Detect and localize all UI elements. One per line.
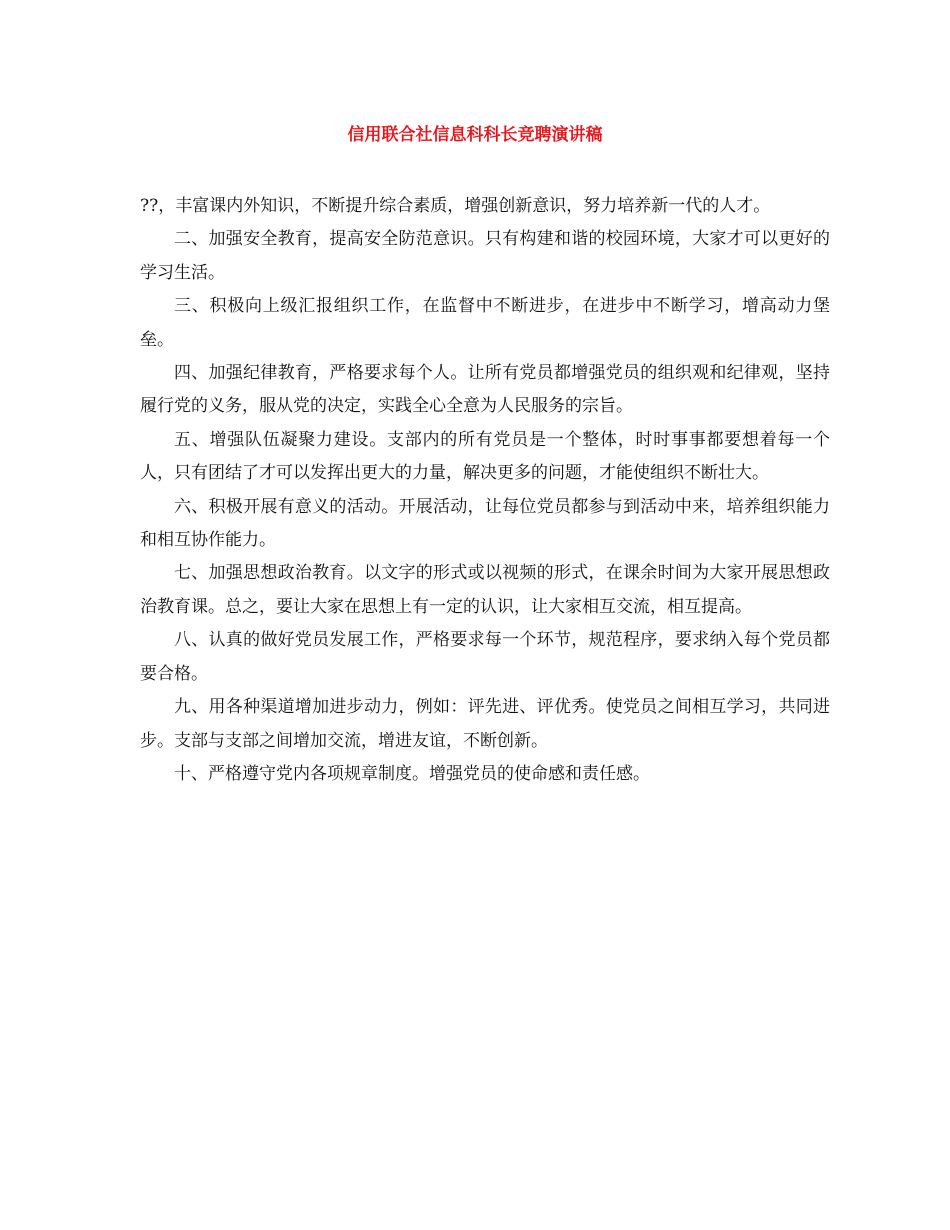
paragraph: 十、严格遵守党内各项规章制度。增强党员的使命感和责任感。	[174, 763, 650, 784]
document-body	[140, 190, 830, 791]
page-title: 信用联合社信息科科长竞聘演讲稿	[347, 125, 603, 145]
paragraph: 六、积极开展有意义的活动。开展活动，让每位党员都参与到活动中来，培养组织能力和相互协作能力。	[140, 496, 830, 551]
paragraph: 二、加强安全教育，提高安全防范意识。只有构建和谐的校园环境，大家才可以更好的学习生活。	[140, 229, 830, 283]
paragraph: 四、加强纪律教育，严格要求每个人。让所有党员都增强党员的组织观和纪律观，坚持履行党的义务，服从党的决定，实践全心全意为人民服务的宗旨。	[140, 363, 830, 417]
paragraph: 三、积极向上级汇报组织工作，在监督中不断进步，在进步中不断学习，增高动力堡垒。	[140, 296, 830, 350]
paragraph: ??，丰富课内外知识，不断提升综合素质，增强创新意识，努力培养新一代的人才。	[140, 196, 771, 216]
paragraph: 八、认真的做好党员发展工作，严格要求每一个环节，规范程序，要求纳入每个党员都要合格。	[140, 630, 830, 684]
paragraph: 七、加强思想政治教育。以文字的形式或以视频的形式，在课余时间为大家开展思想政治教育课。总之，要让大家在思想上有一定的认识，让大家相互交流，相互提高。	[140, 563, 830, 617]
paragraph: 五、增强队伍凝聚力建设。支部内的所有党员是一个整体，时时事事都要想着每一个人，只有团结了才可以发挥出更大的力量，解决更多的问题，才能使组织不断壮大。	[140, 429, 830, 484]
paragraph: 九、用各种渠道增加进步动力，例如：评先进、评优秀。使党员之间相互学习，共同进步。支部与支部之间增加交流，增进友谊，不断创新。	[140, 697, 830, 751]
